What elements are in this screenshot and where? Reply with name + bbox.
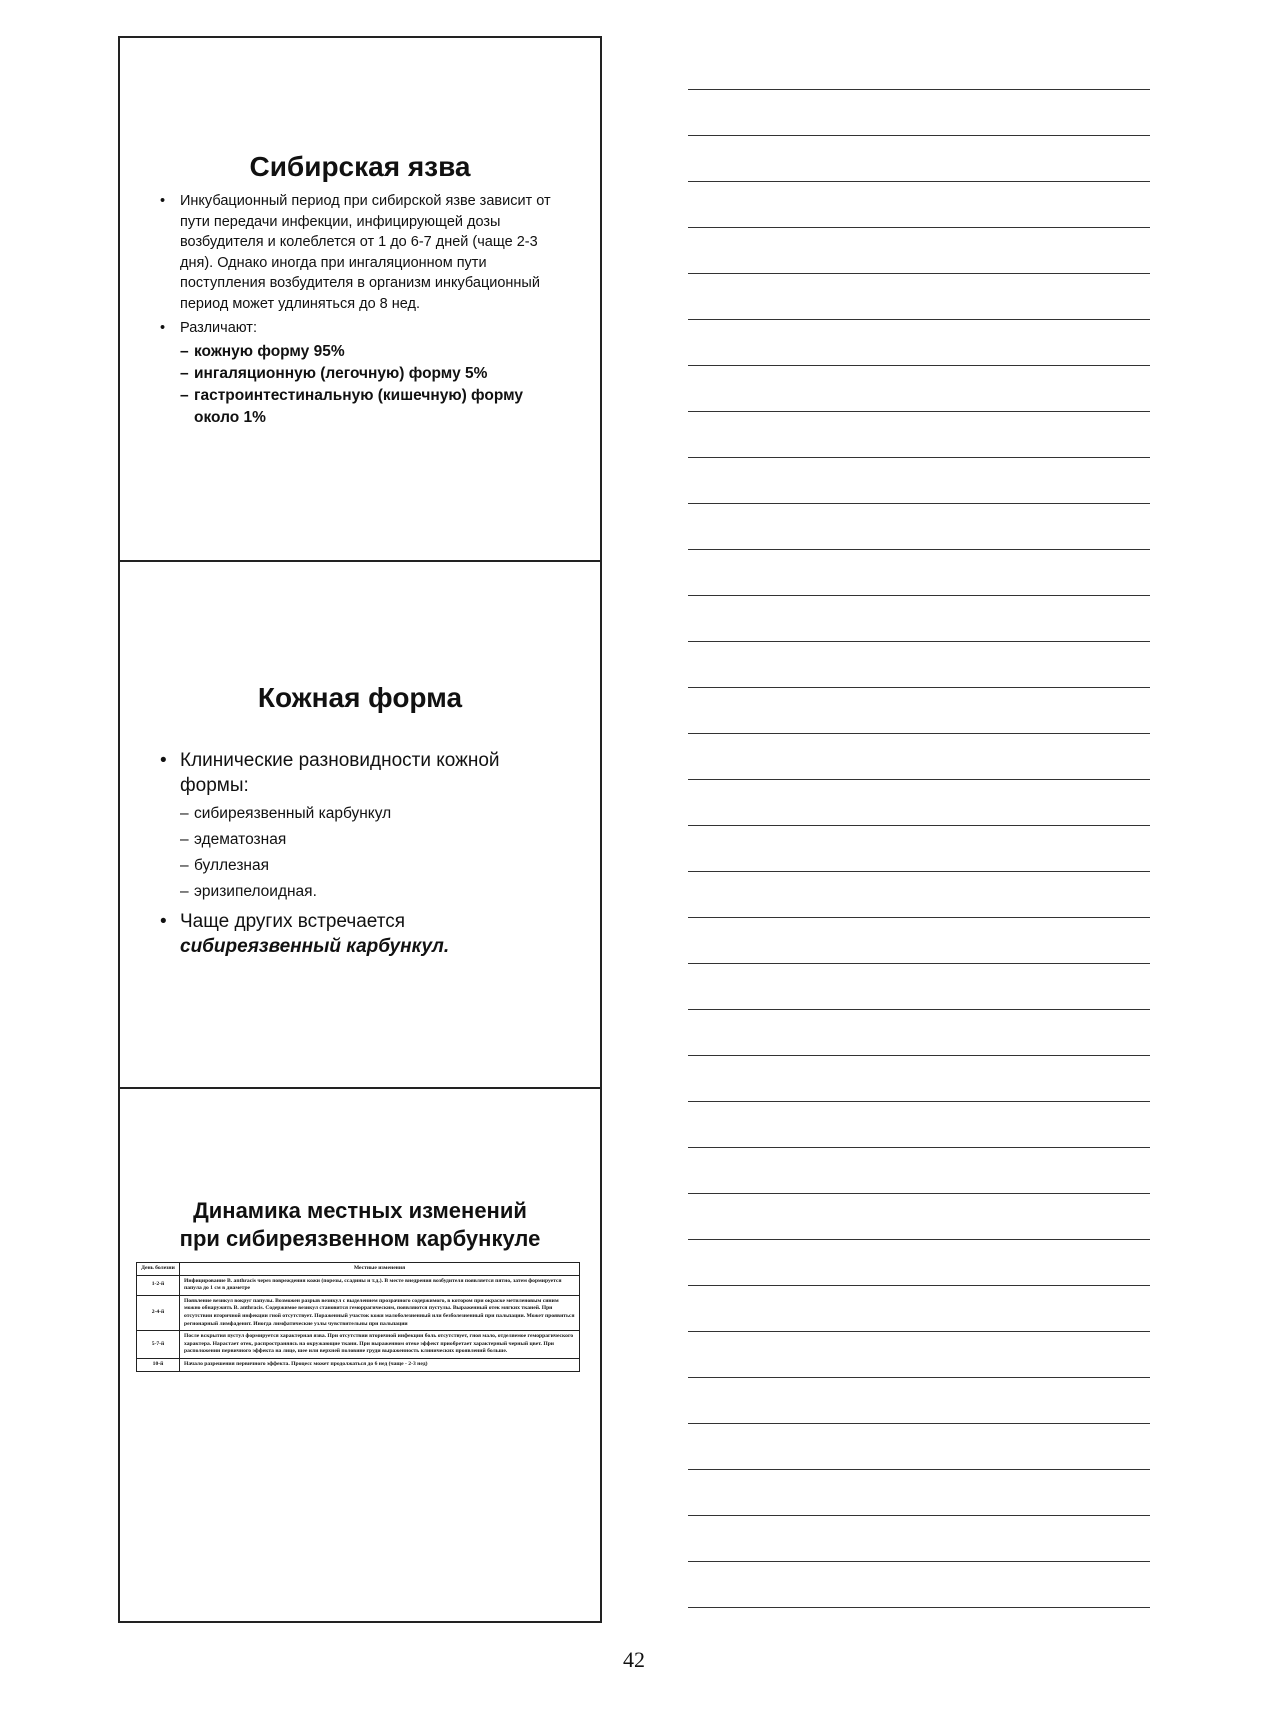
bullet-incubation: • Инкубационный период при сибирской язве зависит от пути передачи инфекции, инфицирующей дозы возбудителя и колеблется от 1 до 6-7 дней (чаще 2-3 дня). Однако иногда при ингаляционном пути поступления возбудителя в организм инкубационный период может удлиняться до 8 нед. (160, 191, 572, 314)
note-line (688, 1010, 1150, 1056)
note-line (688, 734, 1150, 780)
table-row (137, 1295, 580, 1330)
notes-lines (688, 44, 1150, 1604)
table-row (137, 1358, 580, 1371)
note-line (688, 1378, 1150, 1424)
bullet-intro: • Клинические разновидности кожной формы: (160, 748, 572, 798)
note-line (688, 872, 1150, 918)
bullet-distinguish: • Различают: (160, 318, 572, 339)
list-item: – буллезная (180, 853, 572, 879)
note-line (688, 1562, 1150, 1608)
slide-title: Сибирская язва (249, 151, 471, 182)
dynamics-table (136, 1262, 580, 1372)
list-item: – эризипелоидная. (180, 879, 572, 905)
note-line (688, 44, 1150, 90)
slide-local-dynamics (120, 1087, 600, 1623)
slide-title (120, 1197, 600, 1253)
note-line (688, 1148, 1150, 1194)
note-line (688, 1424, 1150, 1470)
note-line (688, 642, 1150, 688)
slide-body (160, 191, 572, 429)
note-line (688, 964, 1150, 1010)
note-line (688, 780, 1150, 826)
header-day: День болезни (137, 1263, 180, 1276)
note-line (688, 412, 1150, 458)
page-number: 42 (623, 1647, 645, 1672)
cell-day: 1-2-й (137, 1275, 180, 1295)
note-line (688, 182, 1150, 228)
note-line (688, 596, 1150, 642)
note-line (688, 1240, 1150, 1286)
table-header-row (137, 1263, 580, 1276)
note-line (688, 504, 1150, 550)
cell-changes: Появление везикул вокруг папулы. Возможен разрыв везикул с выделением прозрачного содержимого, в котором при окраске метиленовым синим можно обнаружить B. anthracis. Содержимое везикул становится геморрагическим, появляются пустулы. Выраженный отек мягких тканей. При отсутствии вторичной инфекции гной отсутствует. Пораженный участок кожи малоболезненный или безболезненный при пальпации. Может проявиться регионарный лимфаденит. Иногда лимфатические узлы чувствительны при пальпации (180, 1295, 580, 1330)
note-line (688, 1470, 1150, 1516)
note-line (688, 1332, 1150, 1378)
note-line (688, 228, 1150, 274)
slides-column (118, 36, 602, 1623)
note-line (688, 688, 1150, 734)
note-line (688, 550, 1150, 596)
forms-list (180, 341, 572, 429)
cell-day: 10-й (137, 1358, 180, 1371)
note-line (688, 918, 1150, 964)
list-item: – ингаляционную (легочную) форму 5% (180, 363, 572, 385)
cell-changes: Инфицирование B. anthracis через повреждения кожи (порезы, ссадины и т.д.). В месте внедрения возбудителя появляется пятно, затем формируется папула до 1 см в диаметре (180, 1275, 580, 1295)
note-line (688, 1516, 1150, 1562)
note-line (688, 1056, 1150, 1102)
slide-cutaneous-form (120, 560, 600, 1087)
cell-day: 5-7-й (137, 1331, 180, 1359)
note-line (688, 274, 1150, 320)
slide-title: Кожная форма (257, 682, 463, 713)
bullet-common (160, 909, 572, 959)
title-line-1: Динамика местных изменений (193, 1198, 527, 1223)
slide-anthrax (120, 38, 600, 560)
note-line (688, 320, 1150, 366)
note-line (688, 826, 1150, 872)
cell-changes: Начало разрешения первичного эффекта. Процесс может продолжаться до 6 нед (чаще - 2-3 нед) (180, 1358, 580, 1371)
header-changes: Местные изменения (180, 1263, 580, 1276)
common-prefix: Чаще других встречается (180, 911, 406, 932)
note-line (688, 458, 1150, 504)
list-item: – эдематозная (180, 827, 572, 853)
note-line (688, 136, 1150, 182)
list-item: – сибиреязвенный карбункул (180, 801, 572, 827)
slide-body (160, 748, 572, 959)
list-item: – гастроинтестинальную (кишечную) форму около 1% (180, 385, 572, 429)
cell-day: 2-4-й (137, 1295, 180, 1330)
note-line (688, 1102, 1150, 1148)
note-line (688, 90, 1150, 136)
note-line (688, 1194, 1150, 1240)
common-emphasis: сибиреязвенный карбункул. (180, 936, 450, 957)
table-row (137, 1331, 580, 1359)
note-line (688, 1286, 1150, 1332)
note-line (688, 366, 1150, 412)
cell-changes: После вскрытия пустул формируется характерная язва. При отсутствии вторичной инфекции боль отсутствует, гноя мало, отделяемое геморрагического характера. Нарастает отек, распространяясь на окружающие ткани. При выраженном отеке эффект приобретает характерный черный цвет. При расположении первичного эффекта на лице, шее или верхней половине груди выраженность клинических проявлений больше. (180, 1331, 580, 1359)
table-row (137, 1275, 580, 1295)
variants-list (180, 801, 572, 905)
list-item: – кожную форму 95% (180, 341, 572, 363)
title-line-2: при сибиреязвенном карбункуле (179, 1226, 541, 1251)
